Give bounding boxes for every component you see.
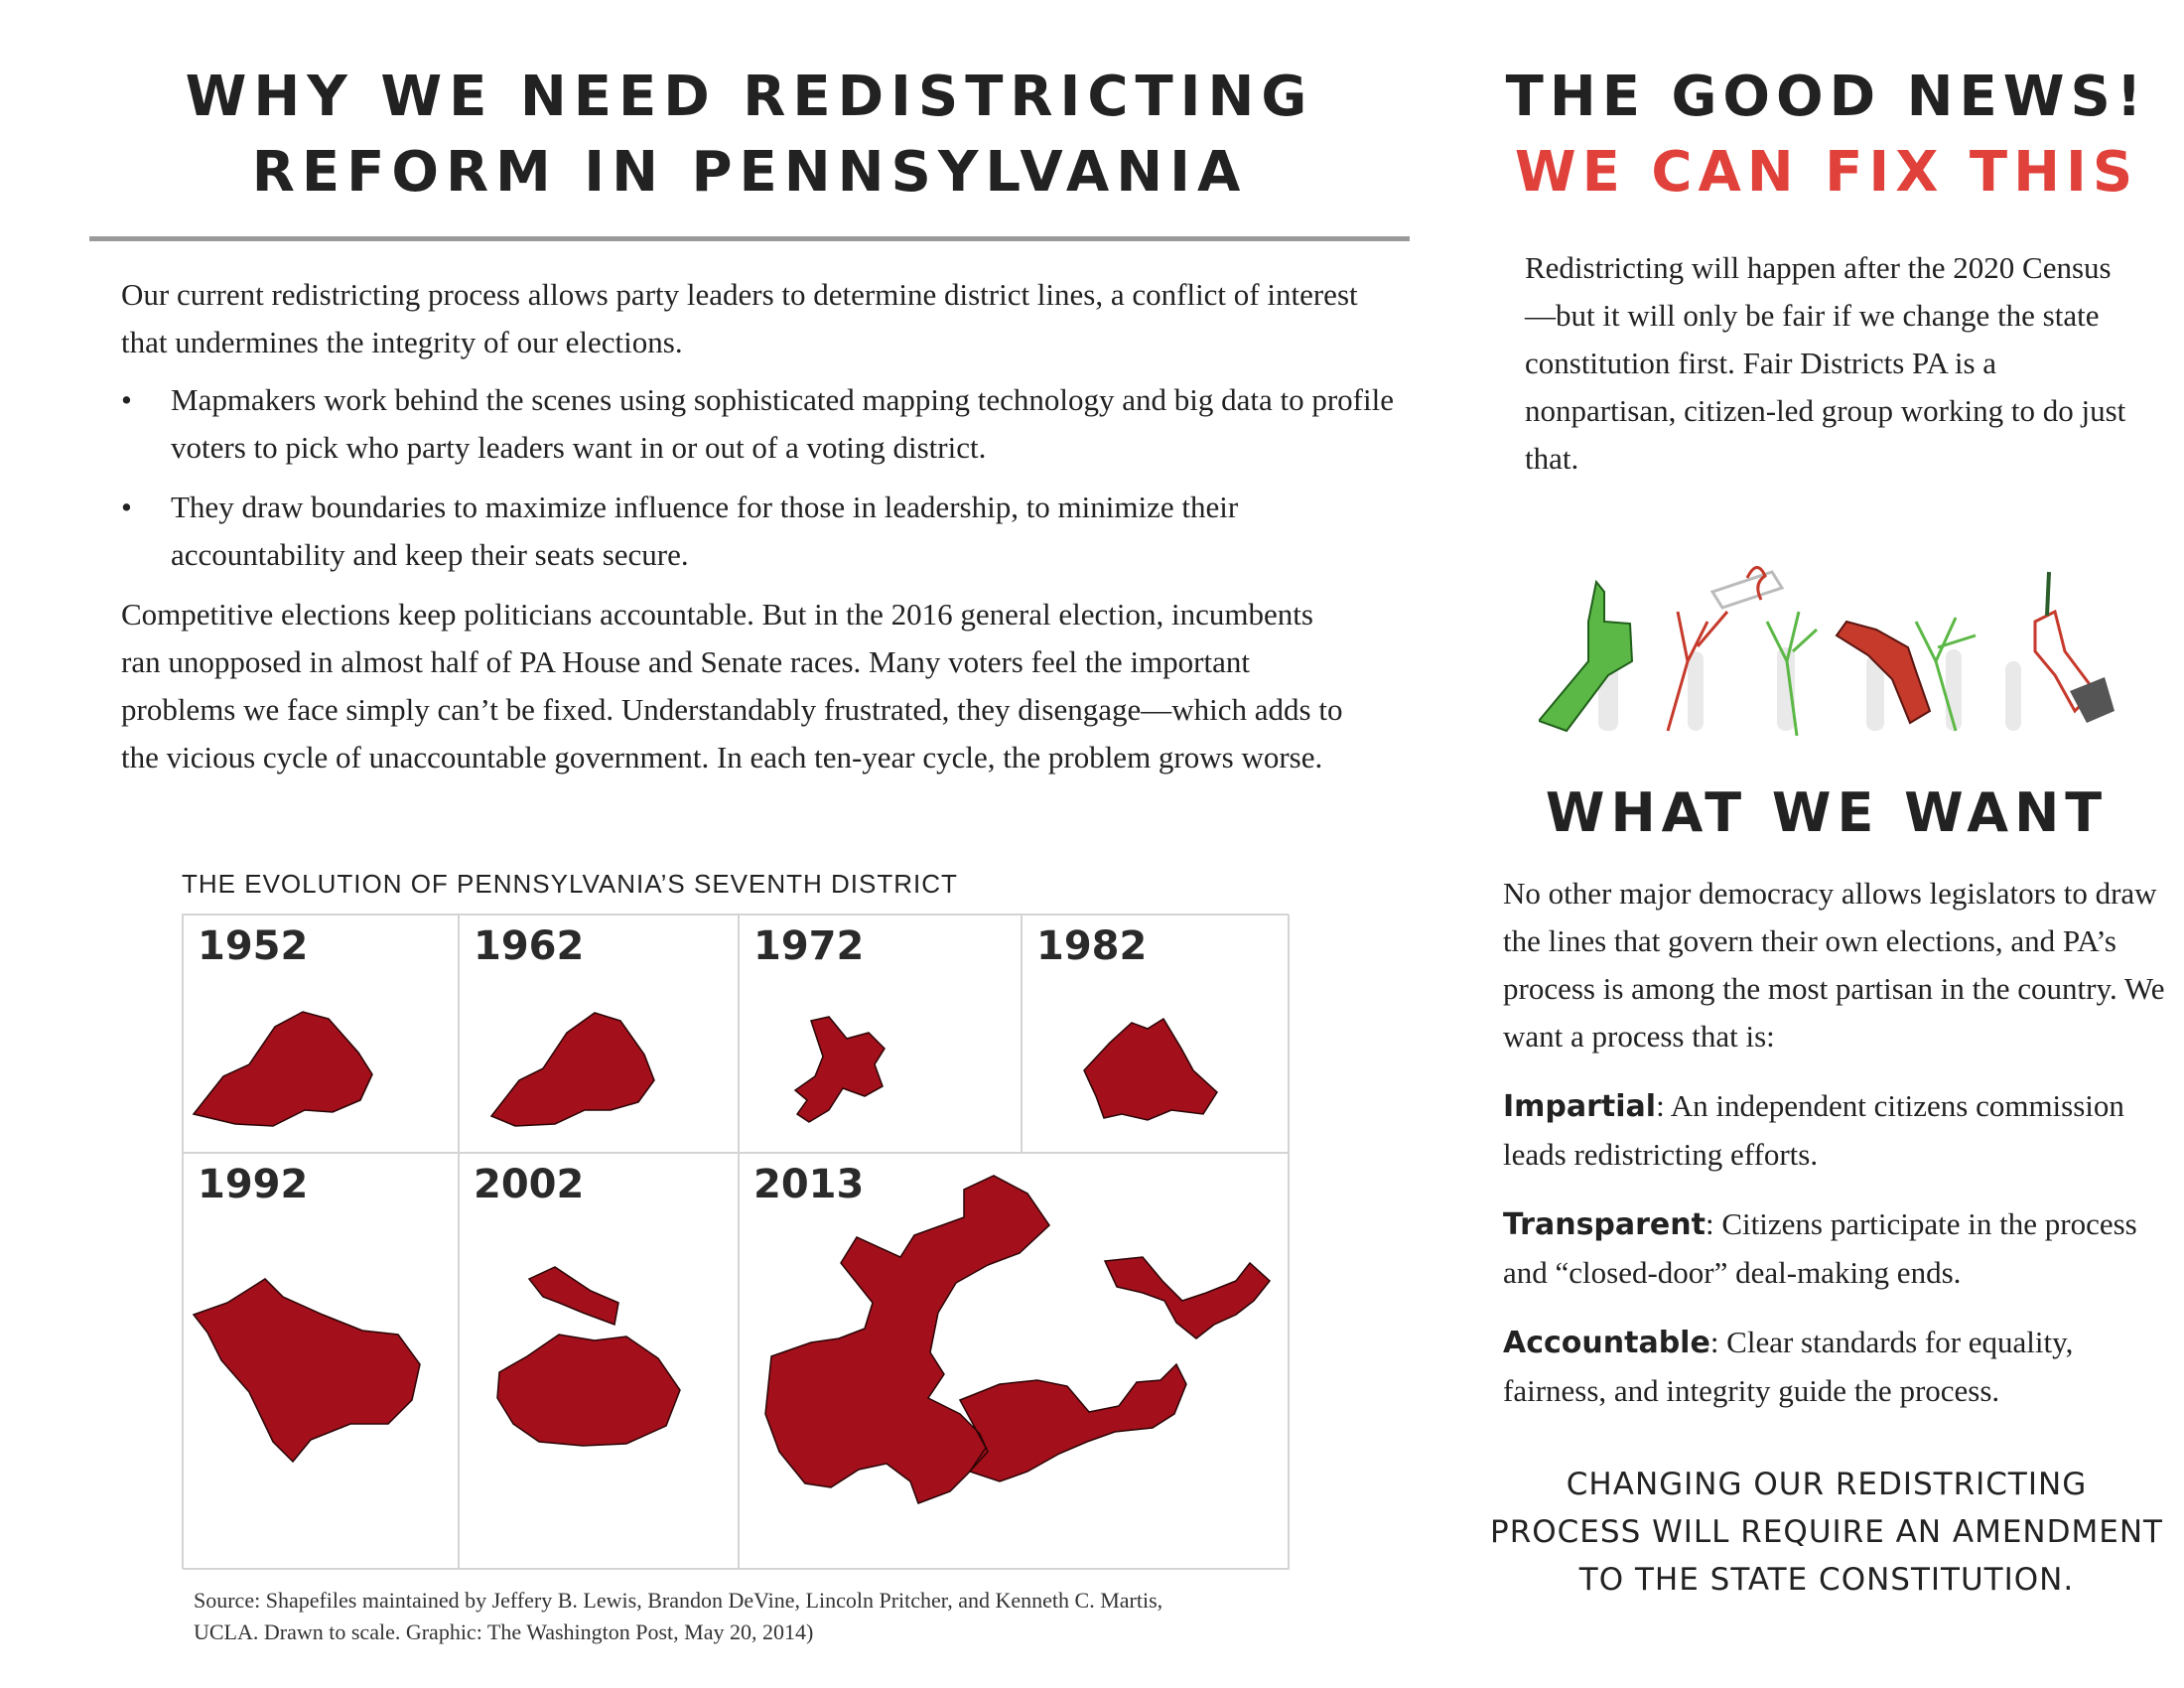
- year-label: 1982: [1036, 923, 1148, 969]
- district-shape-2013: [740, 1154, 1291, 1571]
- district-shape-1952: [184, 915, 460, 1154]
- bullet-text: They draw boundaries to maximize influence for those in leadership, to minimize their accountability and keep their seats secure.: [171, 490, 1239, 572]
- district-evolution-figure: [182, 869, 1294, 1648]
- title-line-2: REFORM IN PENNSYLVANIA: [251, 140, 1248, 205]
- point-impartial: [1503, 1082, 2178, 1179]
- year-label: 2013: [753, 1162, 865, 1207]
- point-text: : Citizens participate in the process and “closed-door” deal-making ends.: [1503, 1206, 2137, 1290]
- map-cell-1952: [183, 914, 459, 1153]
- district-shape-1972: [740, 915, 1023, 1154]
- intro-paragraph: Our current redistricting process allows party leaders to determine district lines, a conflict of interest that undermines the integrity of our elections.: [121, 277, 1358, 359]
- figure-source-caption: Source: Shapefiles maintained by Jeffery B. Lewis, Brandon DeVine, Lincoln Pritcher, and Kenneth C. Martis, UCLA. Drawn to scale. Graphic: The Washington Post, May 20, 2014): [194, 1588, 1163, 1644]
- point-term: Impartial: [1503, 1089, 1657, 1124]
- list-item: [121, 376, 1402, 472]
- good-news-title: [1489, 60, 2164, 211]
- raised-hands-illustration: [1539, 552, 2115, 741]
- map-cell-2002: [459, 1153, 739, 1570]
- what-we-want-intro: No other major democracy allows legislators to draw the lines that govern their own elections, and PA’s process is among the most partisan in the country. We want a process that is:: [1503, 876, 2165, 1054]
- district-shape-1982: [1023, 915, 1291, 1154]
- year-label: 1992: [198, 1162, 309, 1207]
- page-title: [89, 60, 1410, 211]
- bullet-list: [121, 376, 1402, 579]
- good-news-paragraph: Redistricting will happen after the 2020 Census—but it will only be fair if we change the state constitution first. Fair Districts PA is a nonpartisan, citizen-led group working to do just that.: [1525, 250, 2126, 476]
- district-map-grid: [182, 914, 1289, 1569]
- bullet-text: Mapmakers work behind the scenes using sophisticated mapping technology and big data to profile voters to pick who party leaders want in or out of a voting district.: [171, 382, 1394, 465]
- map-cell-1972: [739, 914, 1022, 1153]
- competitive-elections-paragraph: Competitive elections keep politicians accountable. But in the 2016 general election, incumbents ran unopposed in almost half of PA House and Senate races. Many voters feel the important problems we face simply can’t be fixed. Understandably frustrated, they disengage—which adds to the vicious cycle of unaccountable government. In each ten-year cycle, the problem grows worse.: [121, 597, 1343, 774]
- point-transparent: [1503, 1200, 2178, 1297]
- point-accountable: [1503, 1319, 2178, 1415]
- good-news-line-1: THE GOOD NEWS!: [1505, 65, 2148, 129]
- left-column: [89, 60, 1410, 781]
- map-cell-1962: [459, 914, 739, 1153]
- year-label: 2002: [474, 1162, 585, 1207]
- bullet-icon: •: [121, 490, 132, 524]
- map-cell-1982: [1022, 914, 1290, 1153]
- good-news-line-2: WE CAN FIX THIS: [1514, 140, 2139, 205]
- list-item: [121, 484, 1402, 579]
- point-text: : An independent citizens commission leads redistricting efforts.: [1503, 1088, 2124, 1172]
- year-label: 1972: [753, 923, 865, 969]
- district-shape-1992: [184, 1154, 460, 1571]
- district-shape-2002: [460, 1154, 740, 1571]
- what-we-want-title: WHAT WE WANT: [1545, 781, 2109, 844]
- district-shape-1962: [460, 915, 740, 1154]
- year-label: 1962: [474, 923, 585, 969]
- point-term: Accountable: [1503, 1326, 1710, 1360]
- paintbrush-icon: [2035, 572, 2115, 723]
- figure-title: THE EVOLUTION OF PENNSYLVANIA’S SEVENTH DISTRICT: [182, 869, 958, 899]
- closing-statement: CHANGING OUR REDISTRICTING PROCESS WILL REQUIRE AN AMENDMENT TO THE STATE CONSTITUTION.: [1490, 1467, 2163, 1598]
- map-cell-1992: [183, 1153, 459, 1570]
- point-term: Transparent: [1503, 1207, 1706, 1242]
- point-text: : Clear standards for equality, fairness, and integrity guide the process.: [1503, 1325, 2074, 1408]
- title-divider: [89, 236, 1410, 241]
- year-label: 1952: [198, 923, 309, 969]
- map-cell-2013: [739, 1153, 1290, 1570]
- right-column: [1489, 60, 2164, 1604]
- bullet-icon: •: [121, 382, 132, 417]
- title-line-1: WHY WE NEED REDISTRICTING: [185, 65, 1314, 129]
